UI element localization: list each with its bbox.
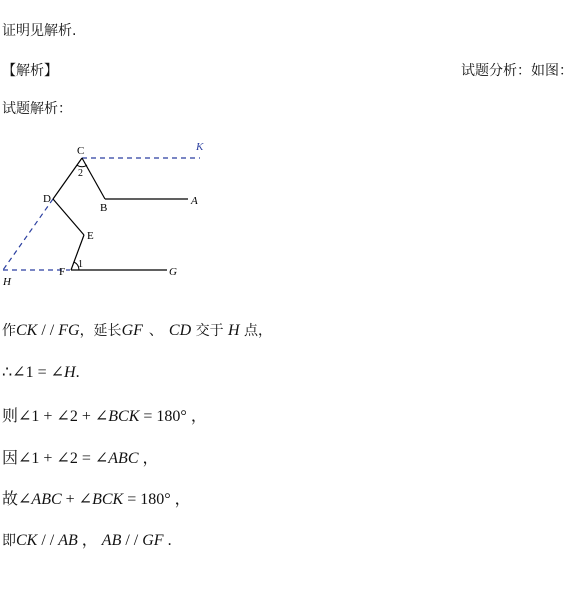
step-4: 因∠1 + ∠2 = ∠ABC ，: [2, 450, 159, 467]
label-k: K: [196, 141, 204, 153]
segment-de: [53, 199, 84, 235]
label-e: E: [87, 230, 94, 242]
step-1: 作CK / / FG，延长GF 、 CD 交于 H 点，: [2, 322, 273, 339]
label-b: B: [100, 202, 108, 214]
solution-label: 试题解析：: [2, 101, 72, 117]
analysis-heading: 试题分析：如图：: [461, 63, 573, 79]
step-2: ∴∠1 = ∠H.: [2, 364, 80, 381]
label-a: A: [191, 195, 198, 207]
label-h: H: [3, 276, 11, 288]
label-g: G: [169, 266, 177, 278]
conclusion-text: 证明见解析.: [2, 23, 77, 39]
step-3: 则∠1 + ∠2 + ∠BCK = 180° ，: [2, 408, 207, 425]
step-5: 故∠ABC + ∠BCK = 180° ，: [2, 491, 191, 508]
label-2: 2: [78, 168, 83, 179]
step-6: 即CK / / AB ， AB / / GF .: [2, 532, 172, 549]
label-d: D: [43, 193, 51, 205]
segment-cb: [82, 158, 105, 199]
line-dh-dashed: [3, 199, 53, 270]
label-f: F: [59, 266, 66, 278]
label-1: 1: [78, 259, 83, 270]
geometry-figure: [0, 136, 579, 296]
label-c: C: [77, 145, 85, 157]
analysis-label: 【解析】: [2, 63, 58, 79]
